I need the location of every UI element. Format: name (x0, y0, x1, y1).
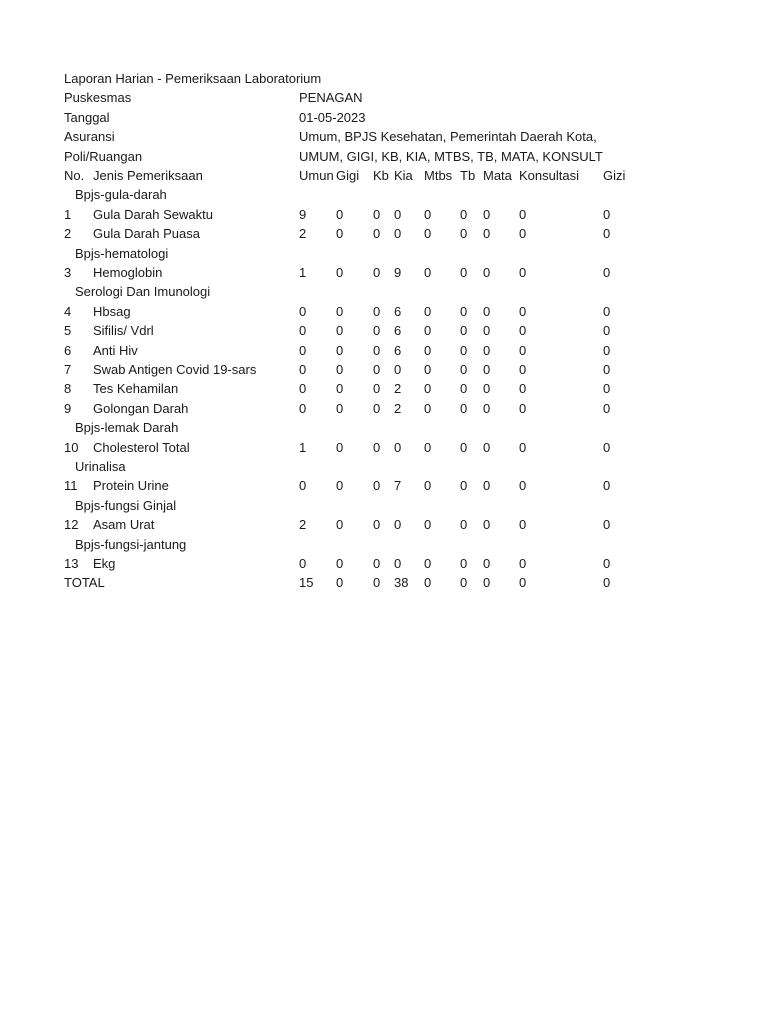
row-number: 7 (64, 362, 72, 377)
cell-umun: 0 (299, 362, 307, 377)
cell-gizi: 0 (603, 206, 611, 222)
cell-mtbs: 0 (424, 362, 432, 377)
cell-kia: 0 (394, 517, 402, 533)
cell-konsultasi: 0 (519, 323, 527, 339)
exam-name: Golongan Darah (93, 400, 189, 416)
row-number: 9 (64, 400, 72, 416)
cell-kia: 6 (394, 303, 402, 319)
cell-mata: 0 (483, 517, 491, 533)
cell-mata: 0 (483, 400, 491, 416)
cell-kb: 0 (373, 381, 381, 397)
header-col-mtbs: Mtbs (424, 168, 453, 183)
cell-tb: 0 (460, 303, 468, 319)
row-number: 1 (64, 206, 72, 222)
total-label: TOTAL (64, 575, 105, 591)
cell-kia: 2 (394, 381, 402, 397)
exam-name: Anti Hiv (93, 342, 138, 358)
cell-mata: 0 (483, 478, 491, 494)
total-value-tb: 0 (460, 575, 468, 591)
cell-konsultasi: 0 (519, 400, 527, 416)
row-number: 11 (64, 478, 78, 494)
row-number: 6 (64, 342, 72, 358)
cell-gigi: 0 (336, 478, 344, 494)
info-value: 01-05-2023 (299, 109, 366, 125)
cell-tb: 0 (460, 517, 468, 533)
header-col-tb: Tb (460, 168, 476, 183)
header-col-gizi: Gizi (603, 168, 626, 183)
total-value-konsultasi: 0 (519, 575, 527, 591)
cell-tb: 0 (460, 226, 468, 242)
exam-name: Cholesterol Total (93, 439, 190, 455)
cell-mata: 0 (483, 303, 491, 319)
cell-umun: 0 (299, 400, 307, 416)
exam-name: Protein Urine (93, 478, 169, 494)
cell-umun: 9 (299, 206, 307, 222)
cell-konsultasi: 0 (519, 478, 527, 494)
cell-mtbs: 0 (424, 478, 432, 494)
cell-kb: 0 (373, 303, 381, 319)
exam-name: Hbsag (93, 303, 131, 319)
row-number: 3 (64, 265, 72, 280)
cell-konsultasi: 0 (519, 439, 527, 455)
cell-umun: 0 (299, 323, 307, 339)
cell-gizi: 0 (603, 478, 611, 494)
exam-name: Swab Antigen Covid 19-sars (93, 362, 257, 377)
cell-gizi: 0 (603, 381, 611, 397)
report-title: Laporan Harian - Pemeriksaan Laboratorium (64, 71, 322, 86)
exam-name: Hemoglobin (93, 265, 163, 280)
cell-gizi: 0 (603, 439, 611, 455)
info-label: Puskesmas (64, 90, 132, 106)
cell-konsultasi: 0 (519, 265, 527, 280)
cell-kia: 6 (394, 323, 402, 339)
row-number: 10 (64, 439, 79, 455)
cell-umun: 1 (299, 265, 307, 280)
cell-gizi: 0 (603, 303, 611, 319)
row-number: 8 (64, 381, 72, 397)
cell-konsultasi: 0 (519, 226, 527, 242)
total-value-mata: 0 (483, 575, 491, 591)
total-value-gizi: 0 (603, 575, 611, 591)
info-label: Asuransi (64, 129, 115, 145)
cell-gizi: 0 (603, 362, 611, 377)
category-label: Bpjs-lemak Darah (75, 420, 179, 436)
total-value-gigi: 0 (336, 575, 344, 591)
cell-mtbs: 0 (424, 439, 432, 455)
cell-gigi: 0 (336, 439, 344, 455)
cell-mtbs: 0 (424, 556, 432, 571)
cell-kia: 6 (394, 342, 402, 358)
cell-kb: 0 (373, 439, 381, 455)
cell-mtbs: 0 (424, 381, 432, 397)
cell-kb: 0 (373, 342, 381, 358)
info-value: UMUM, GIGI, KB, KIA, MTBS, TB, MATA, KONSULT (299, 148, 603, 164)
cell-tb: 0 (460, 556, 468, 571)
cell-umun: 0 (299, 303, 307, 319)
info-label: Poli/Ruangan (64, 148, 143, 164)
exam-name: Gula Darah Puasa (93, 226, 200, 242)
category-label: Bpjs-gula-darah (75, 187, 167, 203)
cell-kia: 0 (394, 226, 402, 242)
cell-tb: 0 (460, 342, 468, 358)
cell-tb: 0 (460, 323, 468, 339)
cell-gigi: 0 (336, 517, 344, 533)
cell-umun: 0 (299, 478, 307, 494)
cell-mata: 0 (483, 265, 491, 280)
cell-mtbs: 0 (424, 342, 432, 358)
cell-gizi: 0 (603, 226, 611, 242)
row-number: 5 (64, 323, 72, 339)
cell-mtbs: 0 (424, 323, 432, 339)
cell-gizi: 0 (603, 400, 611, 416)
cell-tb: 0 (460, 206, 468, 222)
cell-gigi: 0 (336, 226, 344, 242)
cell-gigi: 0 (336, 381, 344, 397)
exam-name: Ekg (93, 556, 116, 571)
cell-konsultasi: 0 (519, 362, 527, 377)
cell-gigi: 0 (336, 265, 344, 280)
cell-gigi: 0 (336, 400, 344, 416)
cell-gigi: 0 (336, 362, 344, 377)
cell-mata: 0 (483, 342, 491, 358)
total-value-kia: 38 (394, 575, 409, 591)
cell-tb: 0 (460, 362, 468, 377)
cell-kb: 0 (373, 206, 381, 222)
cell-konsultasi: 0 (519, 206, 527, 222)
cell-tb: 0 (460, 381, 468, 397)
category-label: Bpjs-hematologi (75, 245, 169, 261)
cell-mtbs: 0 (424, 206, 432, 222)
cell-konsultasi: 0 (519, 556, 527, 571)
cell-mata: 0 (483, 226, 491, 242)
cell-mtbs: 0 (424, 303, 432, 319)
header-col-konsultasi: Konsultasi (519, 168, 579, 183)
cell-mata: 0 (483, 323, 491, 339)
cell-umun: 2 (299, 517, 307, 533)
cell-kb: 0 (373, 556, 381, 571)
category-label: Bpjs-fungsi Ginjal (75, 497, 177, 513)
cell-umun: 1 (299, 439, 307, 455)
cell-kb: 0 (373, 226, 381, 242)
cell-kia: 7 (394, 478, 402, 494)
cell-gigi: 0 (336, 556, 344, 571)
cell-konsultasi: 0 (519, 381, 527, 397)
header-col-kia: Kia (394, 168, 413, 183)
cell-tb: 0 (460, 478, 468, 494)
cell-mtbs: 0 (424, 226, 432, 242)
cell-mata: 0 (483, 362, 491, 377)
cell-kb: 0 (373, 362, 381, 377)
cell-gigi: 0 (336, 303, 344, 319)
total-value-mtbs: 0 (424, 575, 432, 591)
info-label: Tanggal (64, 109, 110, 125)
row-number: 4 (64, 303, 72, 319)
cell-kia: 9 (394, 265, 402, 280)
info-value: PENAGAN (299, 90, 363, 106)
cell-tb: 0 (460, 400, 468, 416)
cell-gizi: 0 (603, 556, 611, 571)
cell-mata: 0 (483, 206, 491, 222)
cell-kia: 0 (394, 362, 402, 377)
cell-kb: 0 (373, 400, 381, 416)
cell-umun: 2 (299, 226, 307, 242)
category-label: Serologi Dan Imunologi (75, 284, 211, 300)
cell-gigi: 0 (336, 206, 344, 222)
cell-mata: 0 (483, 439, 491, 455)
cell-gizi: 0 (603, 342, 611, 358)
cell-kia: 0 (394, 206, 402, 222)
cell-kia: 0 (394, 556, 402, 571)
exam-name: Sifilis/ Vdrl (93, 323, 154, 339)
cell-tb: 0 (460, 439, 468, 455)
cell-mtbs: 0 (424, 517, 432, 533)
category-label: Bpjs-fungsi-jantung (75, 536, 187, 552)
cell-mata: 0 (483, 556, 491, 571)
row-number: 12 (64, 517, 79, 533)
header-col-gigi: Gigi (336, 168, 360, 183)
info-value: Umum, BPJS Kesehatan, Pemerintah Daerah Kota, (299, 129, 597, 145)
cell-gizi: 0 (603, 323, 611, 339)
exam-name: Asam Urat (93, 517, 155, 533)
cell-tb: 0 (460, 265, 468, 280)
cell-kia: 0 (394, 439, 402, 455)
cell-umun: 0 (299, 381, 307, 397)
cell-mtbs: 0 (424, 265, 432, 280)
cell-kb: 0 (373, 478, 381, 494)
cell-konsultasi: 0 (519, 517, 527, 533)
cell-umun: 0 (299, 556, 307, 571)
exam-name: Tes Kehamilan (93, 381, 179, 397)
cell-konsultasi: 0 (519, 303, 527, 319)
cell-mtbs: 0 (424, 400, 432, 416)
cell-gigi: 0 (336, 323, 344, 339)
exam-name: Gula Darah Sewaktu (93, 206, 213, 222)
row-number: 13 (64, 556, 79, 571)
header-no: No. (64, 168, 85, 183)
cell-konsultasi: 0 (519, 342, 527, 358)
header-col-kb: Kb (373, 168, 389, 183)
row-number: 2 (64, 226, 72, 242)
header-col-mata: Mata (483, 168, 512, 183)
cell-kb: 0 (373, 517, 381, 533)
header-col-umun: Umun (299, 168, 334, 183)
cell-kb: 0 (373, 323, 381, 339)
cell-mata: 0 (483, 381, 491, 397)
cell-gigi: 0 (336, 342, 344, 358)
cell-umun: 0 (299, 342, 307, 358)
header-name: Jenis Pemeriksaan (93, 168, 203, 183)
cell-kb: 0 (373, 265, 381, 280)
total-value-kb: 0 (373, 575, 381, 591)
cell-kia: 2 (394, 400, 402, 416)
category-label: Urinalisa (75, 459, 126, 474)
cell-gizi: 0 (603, 265, 611, 280)
total-value-umun: 15 (299, 575, 314, 591)
cell-gizi: 0 (603, 517, 611, 533)
